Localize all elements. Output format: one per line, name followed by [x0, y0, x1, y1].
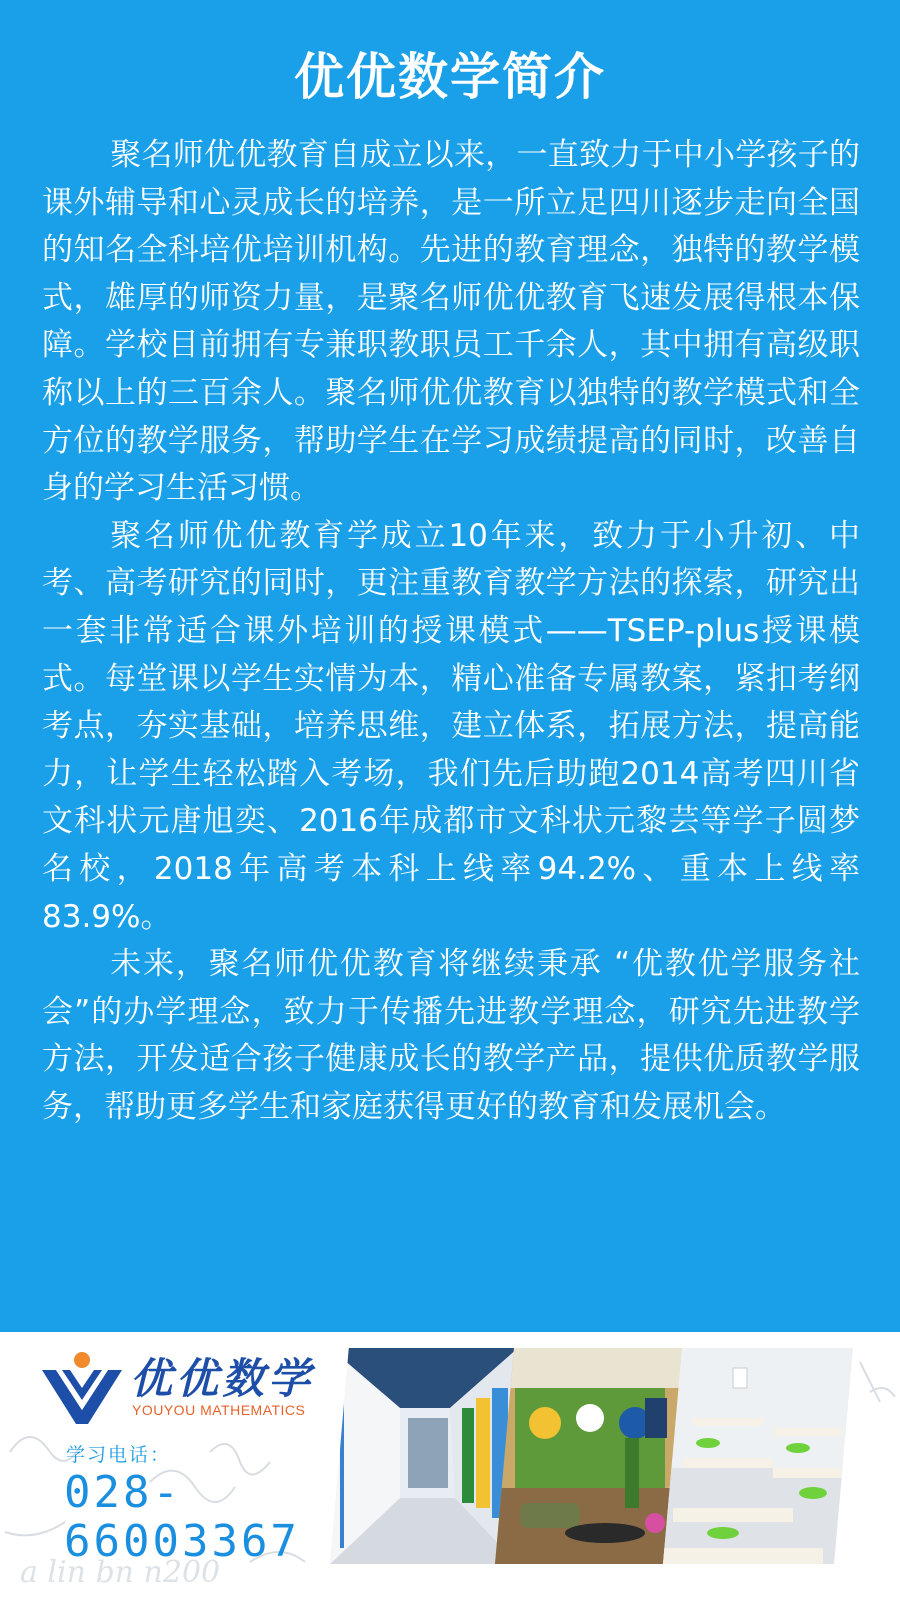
- footer-banner: [0, 1332, 900, 1613]
- page-title: 优优数学简介: [294, 48, 606, 106]
- phone-number-line-1: 028-: [64, 1467, 182, 1518]
- sketch-text: a lin bn n200: [20, 1555, 221, 1590]
- brand-subtitle: YOUYOU MATHEMATICS: [132, 1402, 306, 1418]
- phone-number-line-2: 66003367: [64, 1516, 300, 1567]
- paragraph-3: 未来，聚名师优优教育将继续秉承 “优教优学服务社会”的办学理念，致力于传播先进教学理念，研究先进教学方法，开发适合孩子健康成长的教学产品，提供优质教学服务，帮助更多学生和家庭获得更好的教育和发展机会。: [42, 946, 860, 1125]
- brand-name: 优优数学: [130, 1354, 315, 1403]
- paragraph-2: 聚名师优优教育学成立10年来，致力于小升初、中考、高考研究的同时，更注重教育教学方法的探索，研究出一套非常适合课外培训的授课模式——TSEP-plus授课模式。每堂课以学生实情为本，精心准备专属教案，紧扣考纲考点，夯实基础，培养思维，建立体系，拓展方法，提高能力，让学生轻松踏入考场，我们先后助跑2014高考四川省文科状元唐旭奕、2016年成都市文科状元黎芸等学子圆梦名校，2018年高考本科上线率94.2%、重本上线率83.9%。: [42, 517, 860, 935]
- classroom-photo: [663, 1348, 853, 1564]
- paragraph-1: 聚名师优优教育自成立以来，一直致力于中小学孩子的课外辅导和心灵成长的培养，是一所立足四川逐步走向全国的知名全科培优培训机构。先进的教育理念，独特的教学模式，雄厚的师资力量，是聚名师优优教育飞速发展得根本保障。学校目前拥有专兼职教职员工千余人，其中拥有高级职称以上的三百余人。聚名师优优教育以独特的教学模式和全方位的教学服务，帮助学生在学习成绩提高的同时，改善自身的学习生活习惯。: [42, 137, 860, 507]
- phone-number: [64, 1468, 300, 1566]
- youyou-logo-icon: [40, 1352, 124, 1426]
- lounge-photo: [495, 1348, 685, 1564]
- hallway-photo: [330, 1348, 518, 1564]
- intro-body: [42, 132, 860, 1131]
- phone-label: 学习电话：: [66, 1444, 172, 1466]
